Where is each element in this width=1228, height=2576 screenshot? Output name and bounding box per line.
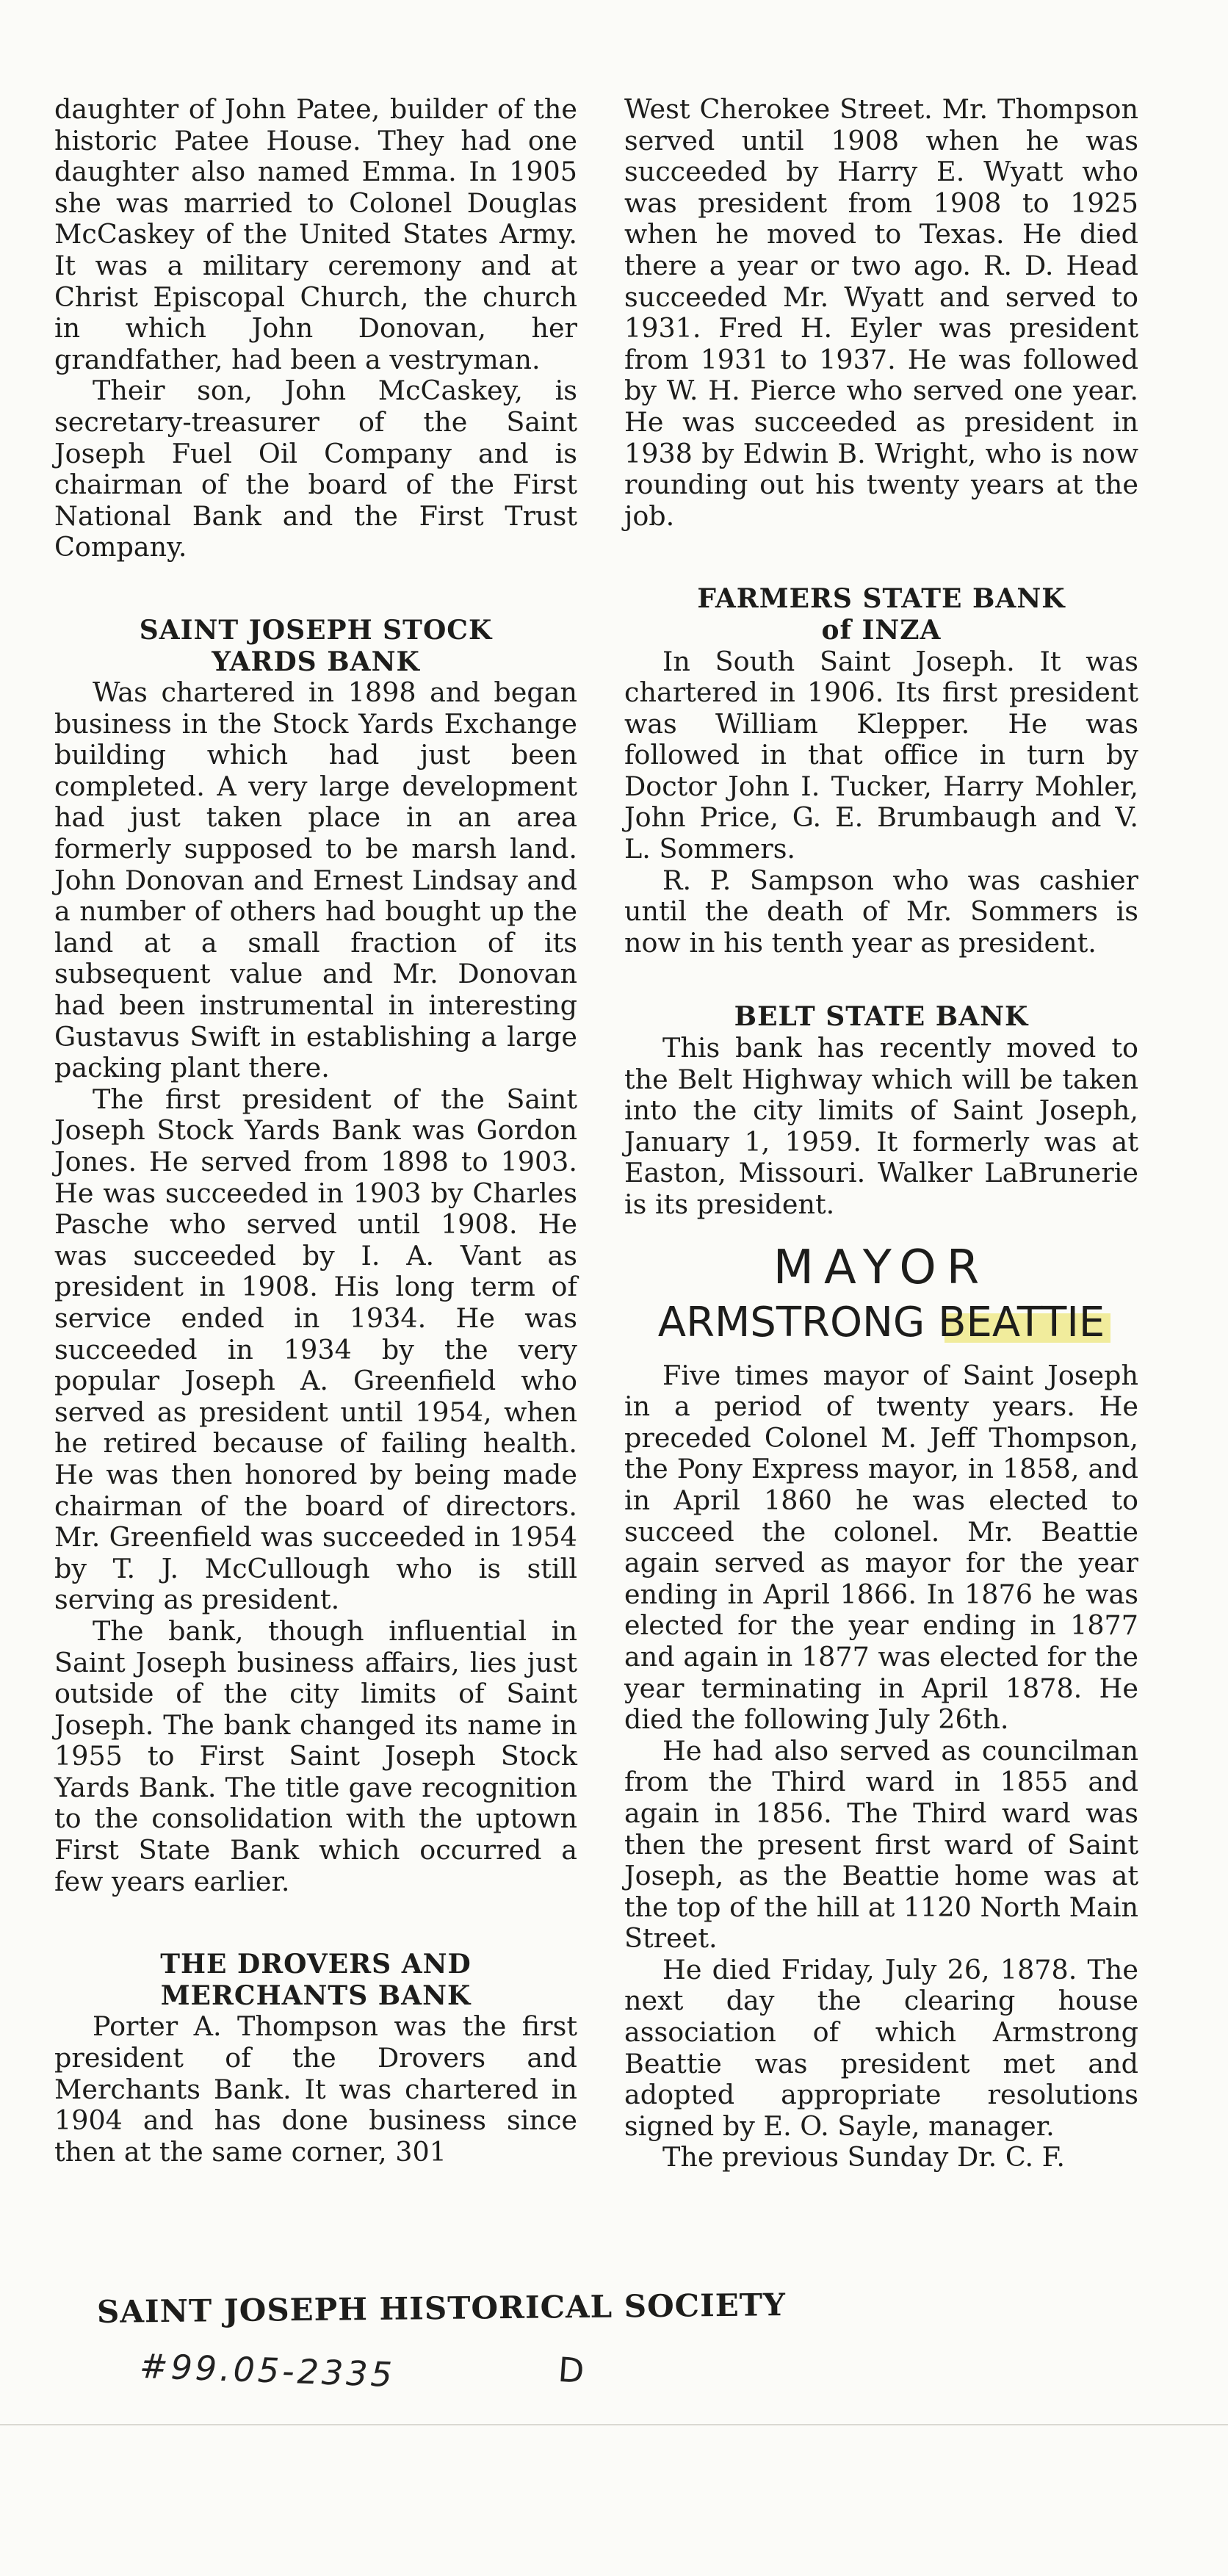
left-column (54, 94, 577, 2168)
paragraph: daughter of John Patee, builder of the historic Patee House. They had one daughter also named Emma. In 1905 she was married to Colonel Douglas McCaskey of the United States Army. It was a military ceremony and at Christ Episcopal Church, the church in which John Donovan, her grandfather, had been a vestryman. (54, 93, 577, 375)
accession-number: #99.05-2335 (139, 2345, 396, 2395)
paragraph: R. P. Sampson who was cashier until the death of Mr. Sommers is now in his tenth year as president. (624, 864, 1138, 959)
section-heading-farmers: FARMERS STATE BANK of INZA (697, 583, 1066, 646)
page-edge-line (0, 2424, 1228, 2425)
paragraph: This bank has recently moved to the Belt Highway which will be taken into the city limits of Saint Joseph, January 1, 1959. It formerly was at Easton, Missouri. Walker LaBrunerie is its president. (624, 1032, 1138, 1220)
paragraph: Was chartered in 1898 and began business in the Stock Yards Exchange building which had just been completed. A very large development had just taken place in an area formerly supposed to be marsh land. John Donovan and Ernest Lindsay and a number of others had bought up the land at a small fraction of its subsequent value and Mr. Donovan had been instrumental in interesting Gustavus Swift in establishing a large packing plant there. (54, 677, 577, 1084)
paragraph: He died Friday, July 26, 1878. The next day the clearing house association of which Armstrong Beattie was president met and adopted appropriate resolutions signed by E. O. Sayle, manager. (624, 1953, 1138, 2142)
paragraph: In South Saint Joseph. It was chartered in 1906. Its first president was William Klepper. He was followed in that office in turn by Doctor John I. Tucker, Harry Mohler, John Price, G. E. Brumbaugh and V. L. Sommers. (624, 645, 1138, 865)
society-stamp: SAINT JOSEPH HISTORICAL SOCIETY (96, 2287, 787, 2330)
paragraph: The first president of the Saint Joseph Stock Yards Bank was Gordon Jones. He served from 1898 to 1903. He was succeeded in 1903 by Charles Pasche who served until 1908. He was succeeded by I. A. Vant as president in 1908. His long term of service ended in 1934. He was succeeded in 1934 by the very popular Joseph A. Greenfield who served as president until 1954, when he retired because of failing health. He was then honored by being made chairman of the board of directors. Mr. Greenfield was succeeded in 1954 by T. J. McCullough who is still serving as president. (54, 1083, 577, 1616)
section-heading-drovers: THE DROVERS AND MERCHANTS BANK (160, 1949, 472, 2011)
section-heading-belt: BELT STATE BANK (734, 1001, 1029, 1033)
paragraph: The bank, though influential in Saint Joseph business affairs, lies just outside of the city limits of Saint Joseph. The bank changed its name in 1955 to First Saint Joseph Stock Yards Bank. The title gave recognition to the consolidation with the uptown First State Bank which occurred a few years earlier. (54, 1614, 577, 1897)
section-heading-stock-yards: SAINT JOSEPH STOCK YARDS BANK (139, 614, 493, 677)
paragraph: He had also served as councilman from the Third ward in 1855 and again in 1856. The Third ward was then the present first ward of Saint Joseph, as the Beattie home was at the top of the hill at 1120 North Main Street. (624, 1734, 1138, 1955)
mayor-heading-block (624, 1240, 1138, 1350)
paragraph: Porter A. Thompson was the first president of the Drovers and Merchants Bank. It was chartered in 1904 and has done business since then at the same corner, 301 (54, 2010, 577, 2168)
right-column (624, 94, 1138, 2173)
paragraph: Their son, John McCaskey, is secretary-treasurer of the Saint Joseph Fuel Oil Company and is chairman of the board of the First National Bank and the First Trust Company. (54, 375, 577, 563)
mayor-name: ARMSTRONG BEATTIE (658, 1296, 1105, 1350)
paragraph: Five times mayor of Saint Joseph in a period of twenty years. He preceded Colonel M. Jeff Thompson, the Pony Express mayor, in 1858, and in April 1860 he was elected to succeed the colonel. Mr. Beattie again served as mayor for the year ending in April 1866. In 1876 he was elected for the year ending in 1877 and again in 1877 was elected for the year terminating in April 1878. He died the following July 26th. (624, 1359, 1138, 1736)
mayor-title: MAYOR (773, 1240, 990, 1295)
paragraph: West Cherokee Street. Mr. Thompson served until 1908 when he was succeeded by Harry E. Wyatt who was president from 1908 to 1925 when he moved to Texas. He died there a year or two ago. R. D. Head succeeded Mr. Wyatt and served to 1931. Fred H. Eyler was president from 1931 to 1937. He was followed by W. H. Pierce who served one year. He was succeeded as president in 1938 by Edwin B. Wright, who is now rounding out his twenty years at the job. (624, 93, 1138, 532)
handwritten-letter: D (557, 2349, 589, 2392)
paragraph: The previous Sunday Dr. C. F. (662, 2141, 1065, 2173)
